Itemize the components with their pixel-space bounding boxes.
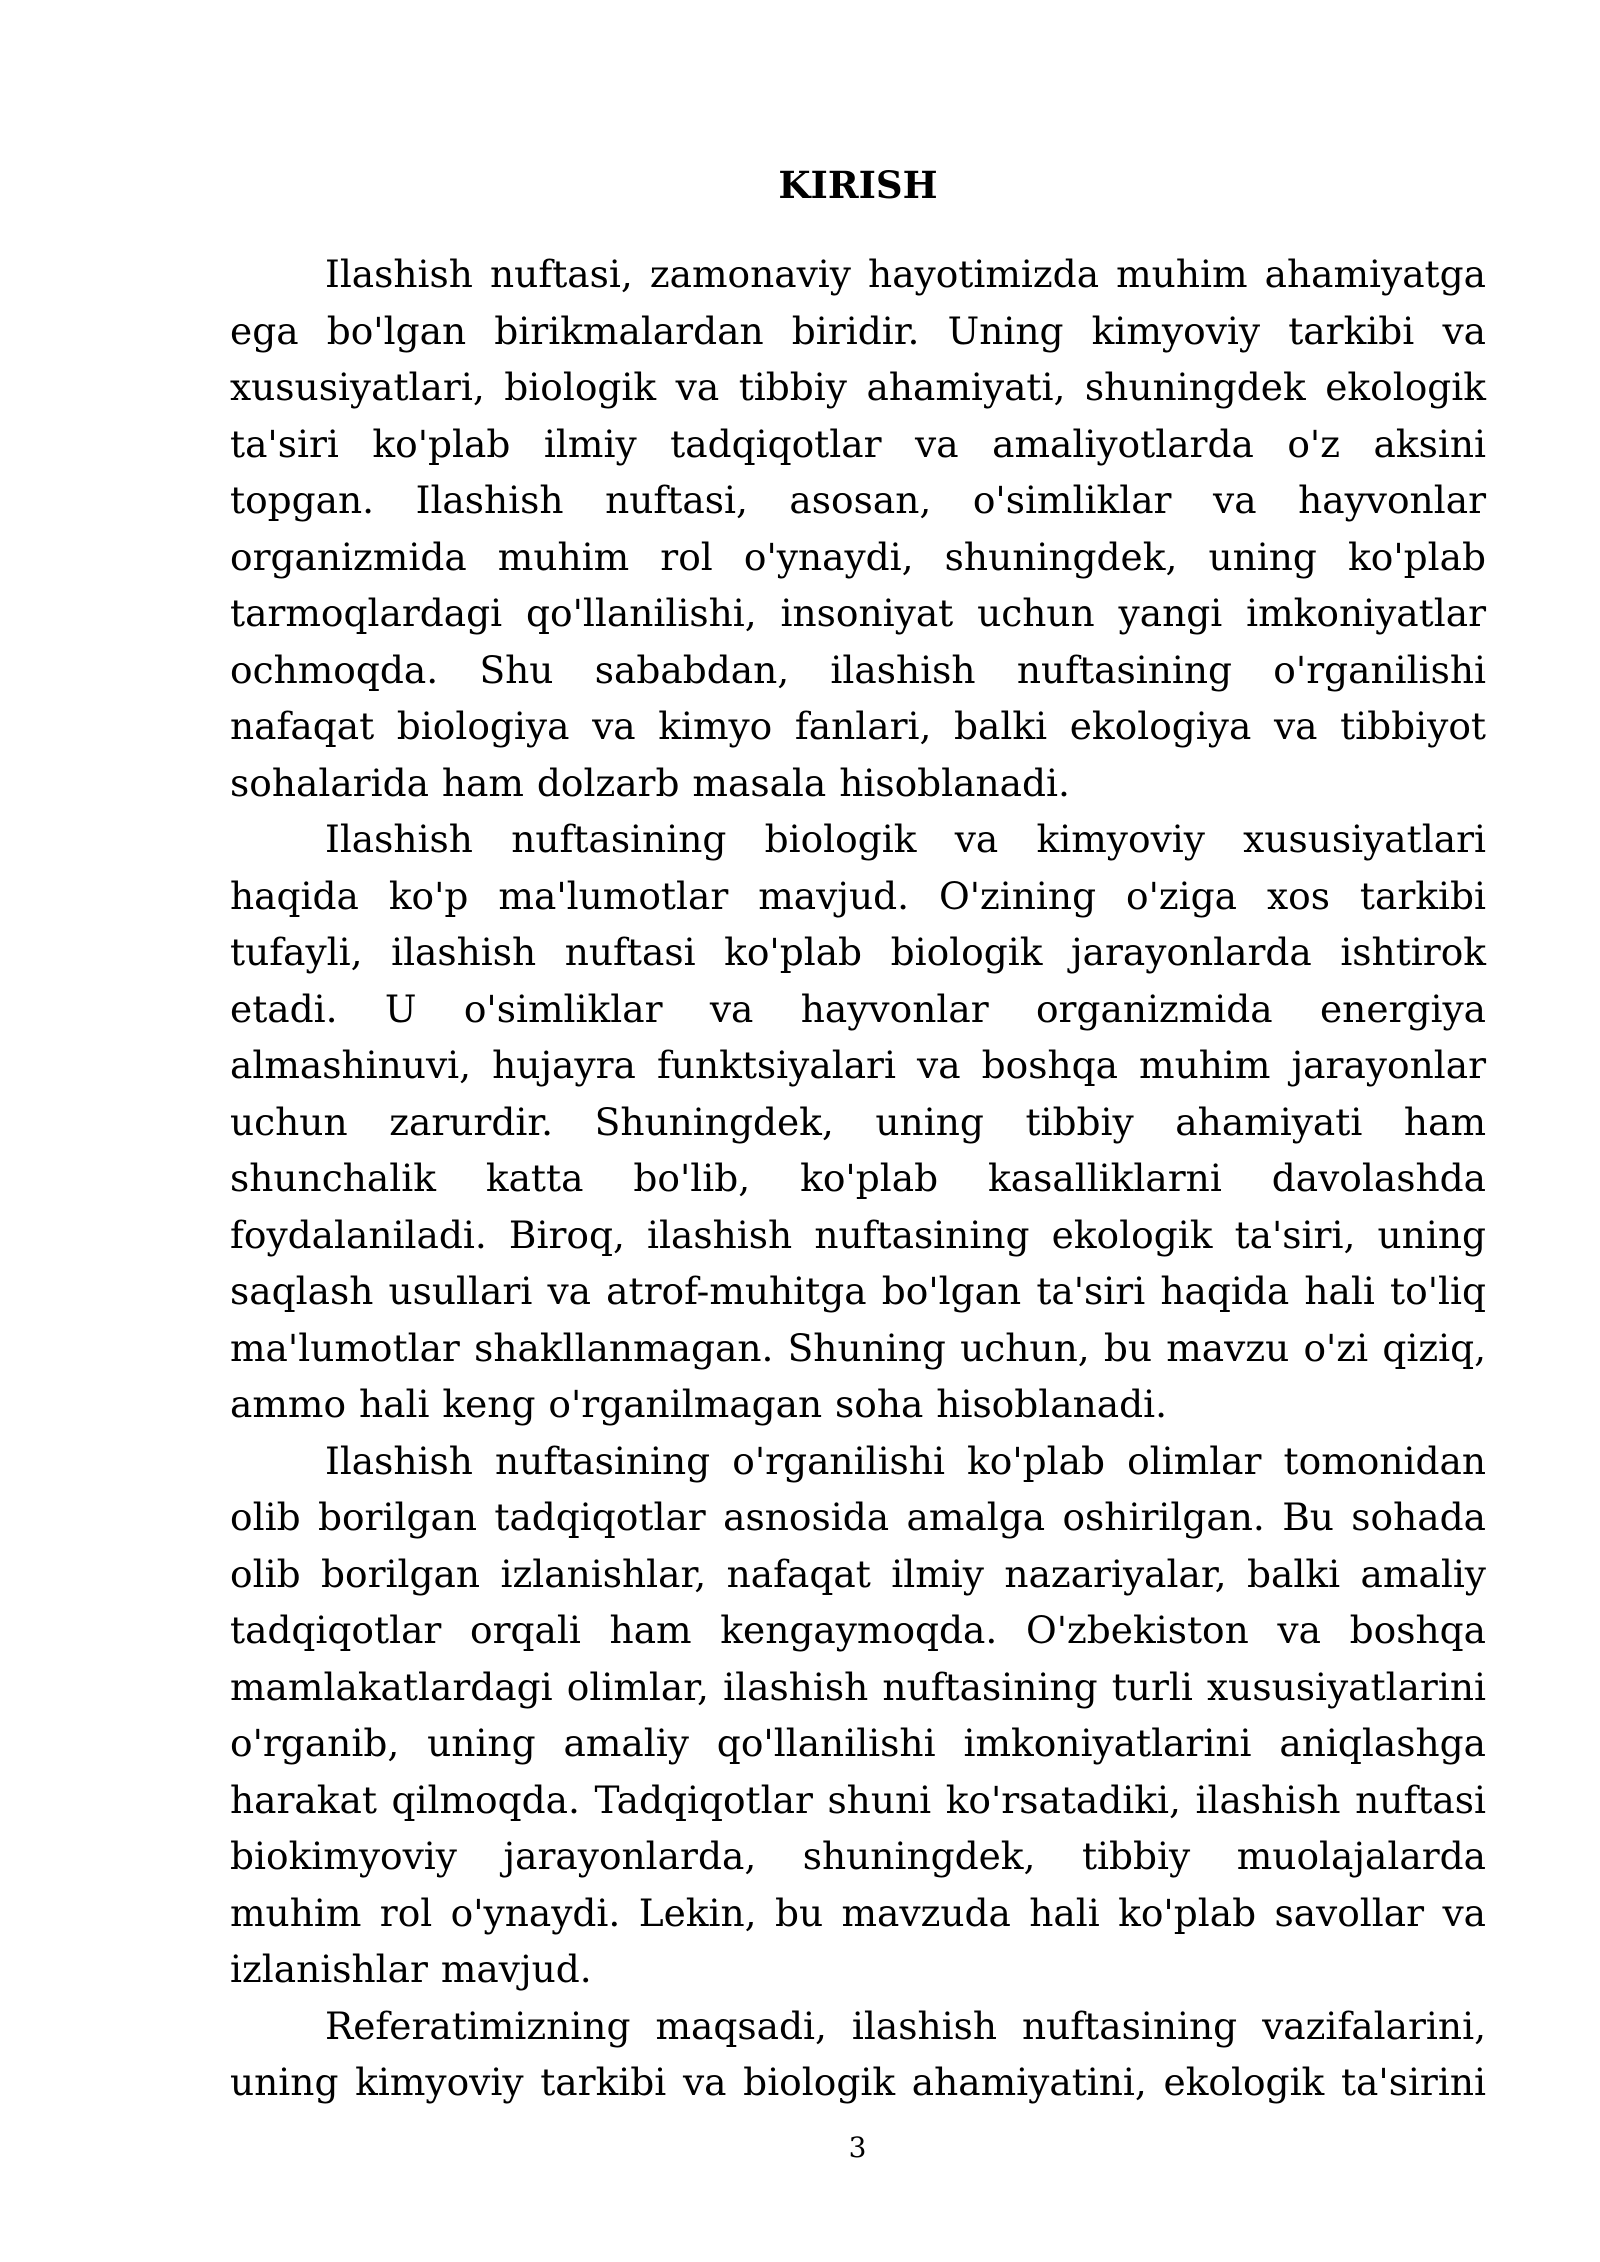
body-text (230, 246, 1486, 2111)
page-title: KIRISH (778, 163, 938, 207)
paragraph: Ilashish nuftasi, zamonaviy hayotimizda muhim ahamiyatga ega bo'lgan birikmalardan biridir. Uning kimyoviy tarkibi va xususiyatlari, biologik va tibbiy ahamiyati, shuningdek ekologik ta'siri ko'plab ilmiy tadqiqotlar va amaliyotlarda o'z aksini topgan. Ilashish nuftasi, asosan, o'simliklar va hayvonlar organizmida muhim rol o'ynaydi, shuningdek, uning ko'plab tarmoqlardagi qo'llanilishi, insoniyat uchun yangi imkoniyatlar ochmoqda. Shu sababdan, ilashish nuftasining o'rganilishi nafaqat biologiya va kimyo fanlari, balki ekologiya va tibbiyot sohalarida ham dolzarb masala hisoblanadi. (230, 252, 1486, 805)
page-number: 3 (848, 2131, 867, 2164)
paragraph: Referatimizning maqsadi, ilashish nuftasining vazifalarini, uning kimyoviy tarkibi va biologik ahamiyatini, ekologik ta'sirini (230, 2003, 1486, 2104)
paragraph: Ilashish nuftasining o'rganilishi ko'plab olimlar tomonidan olib borilgan tadqiqotlar asnosida amalga oshirilgan. Bu sohada olib borilgan izlanishlar, nafaqat ilmiy nazariyalar, balki amaliy tadqiqotlar orqali ham kengaymoqda. O'zbekiston va boshqa mamlakatlardagi olimlar, ilashish nuftasining turli xususiyatlarini o'rganib, uning amaliy qo'llanilishi imkoniyatlarini aniqlashga harakat qilmoqda. Tadqiqotlar shuni ko'rsatadiki, ilashish nuftasi biokimyoviy jarayonlarda, shuningdek, tibbiy muolajalarda muhim rol o'ynaydi. Lekin, bu mavzuda hali ko'plab savollar va izlanishlar mavjud. (230, 1438, 1486, 1991)
paragraph: Ilashish nuftasining biologik va kimyoviy xususiyatlari haqida ko'p ma'lumotlar mavjud. O'zining o'ziga xos tarkibi tufayli, ilashish nuftasi ko'plab biologik jarayonlarda ishtirok etadi. U o'simliklar va hayvonlar organizmida energiya almashinuvi, hujayra funktsiyalari va boshqa muhim jarayonlar uchun zarurdir. Shuningdek, uning tibbiy ahamiyati ham shunchalik katta bo'lib, ko'plab kasalliklarni davolashda foydalaniladi. Biroq, ilashish nuftasining ekologik ta'siri, uning saqlash usullari va atrof-muhitga bo'lgan ta'siri haqida hali to'liq ma'lumotlar shakllanmagan. Shuning uchun, bu mavzu o'zi qiziq, ammo hali keng o'rganilmagan soha hisoblanadi. (230, 817, 1486, 1426)
